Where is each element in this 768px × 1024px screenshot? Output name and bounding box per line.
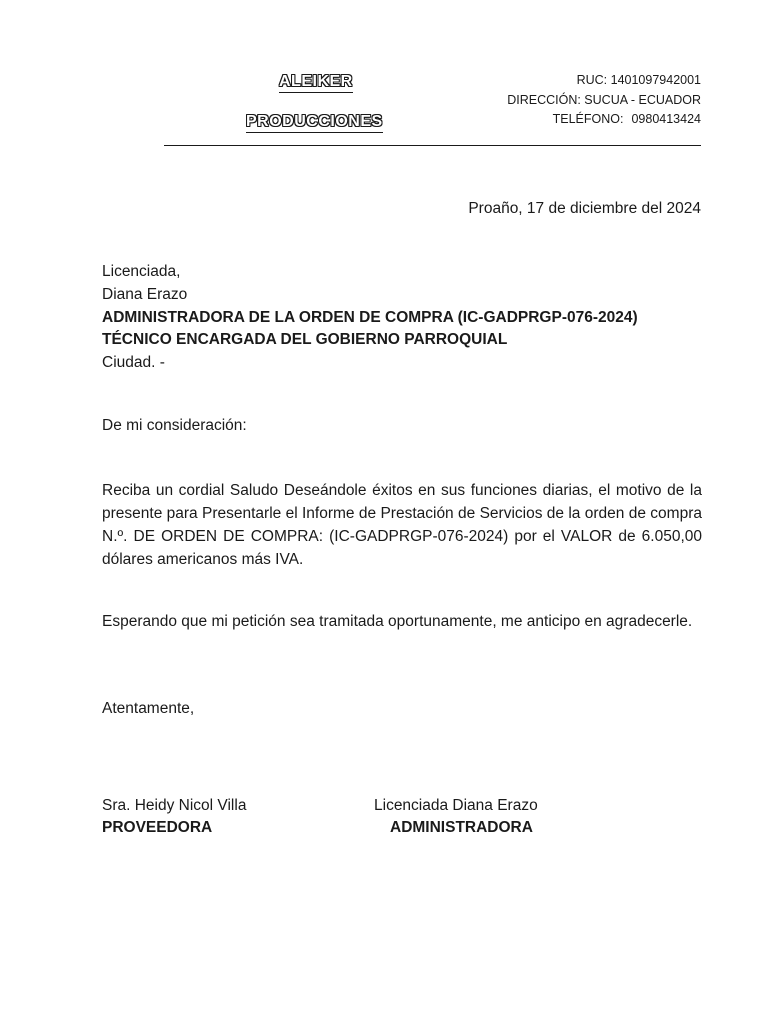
recipient-role-line-2: TÉCNICO ENCARGADA DEL GOBIERNO PARROQUIAL bbox=[102, 331, 508, 348]
recipient-title: Licenciada, bbox=[102, 263, 181, 280]
signature-left-name: Sra. Heidy Nicol Villa bbox=[102, 797, 247, 814]
company-name-line-1 bbox=[279, 73, 353, 93]
letter-date: Proaño, 17 de diciembre del 2024 bbox=[468, 200, 701, 217]
signature-left-role: PROVEEDORA bbox=[102, 819, 213, 836]
recipient-name: Diana Erazo bbox=[102, 286, 188, 303]
letterhead-phone-label: TELÉFONO: bbox=[552, 112, 624, 126]
company-name-line-2 bbox=[246, 113, 383, 133]
signature-right-name: Licenciada Diana Erazo bbox=[374, 797, 538, 814]
signature-right-role: ADMINISTRADORA bbox=[390, 819, 533, 836]
closing: Atentamente, bbox=[102, 700, 195, 717]
letterhead-ruc: RUC: 1401097942001 bbox=[576, 73, 701, 87]
letterhead-phone bbox=[553, 112, 701, 126]
letterhead-divider bbox=[164, 145, 701, 146]
recipient-role-line-1: ADMINISTRADORA DE LA ORDEN DE COMPRA (IC-GADPRGP-076-2024) bbox=[102, 309, 638, 326]
letterhead-address: DIRECCIÓN: SUCUA - ECUADOR bbox=[507, 93, 701, 107]
salutation: De mi consideración: bbox=[102, 417, 247, 434]
company-name-line-1-text: ALEIKER bbox=[279, 73, 353, 93]
body-paragraph-1: Reciba un cordial Saludo Deseándole éxitos en sus funciones diarias, el motivo de la presente para Presentarle el Informe de Prestación de Servicios de la orden de compra N.º. DE ORDEN DE COMPRA: (IC-GADPRGP-076-2024) por el VALOR de 6.050,00 dólares americanos más IVA. bbox=[102, 482, 702, 568]
recipient-city: Ciudad. - bbox=[102, 354, 165, 371]
company-name-line-2-text: PRODUCCIONES bbox=[246, 113, 383, 133]
body-paragraph-2: Esperando que mi petición sea tramitada oportunamente, me anticipo en agradecerle. bbox=[102, 613, 693, 630]
letterhead-phone-number: 0980413424 bbox=[631, 112, 701, 126]
